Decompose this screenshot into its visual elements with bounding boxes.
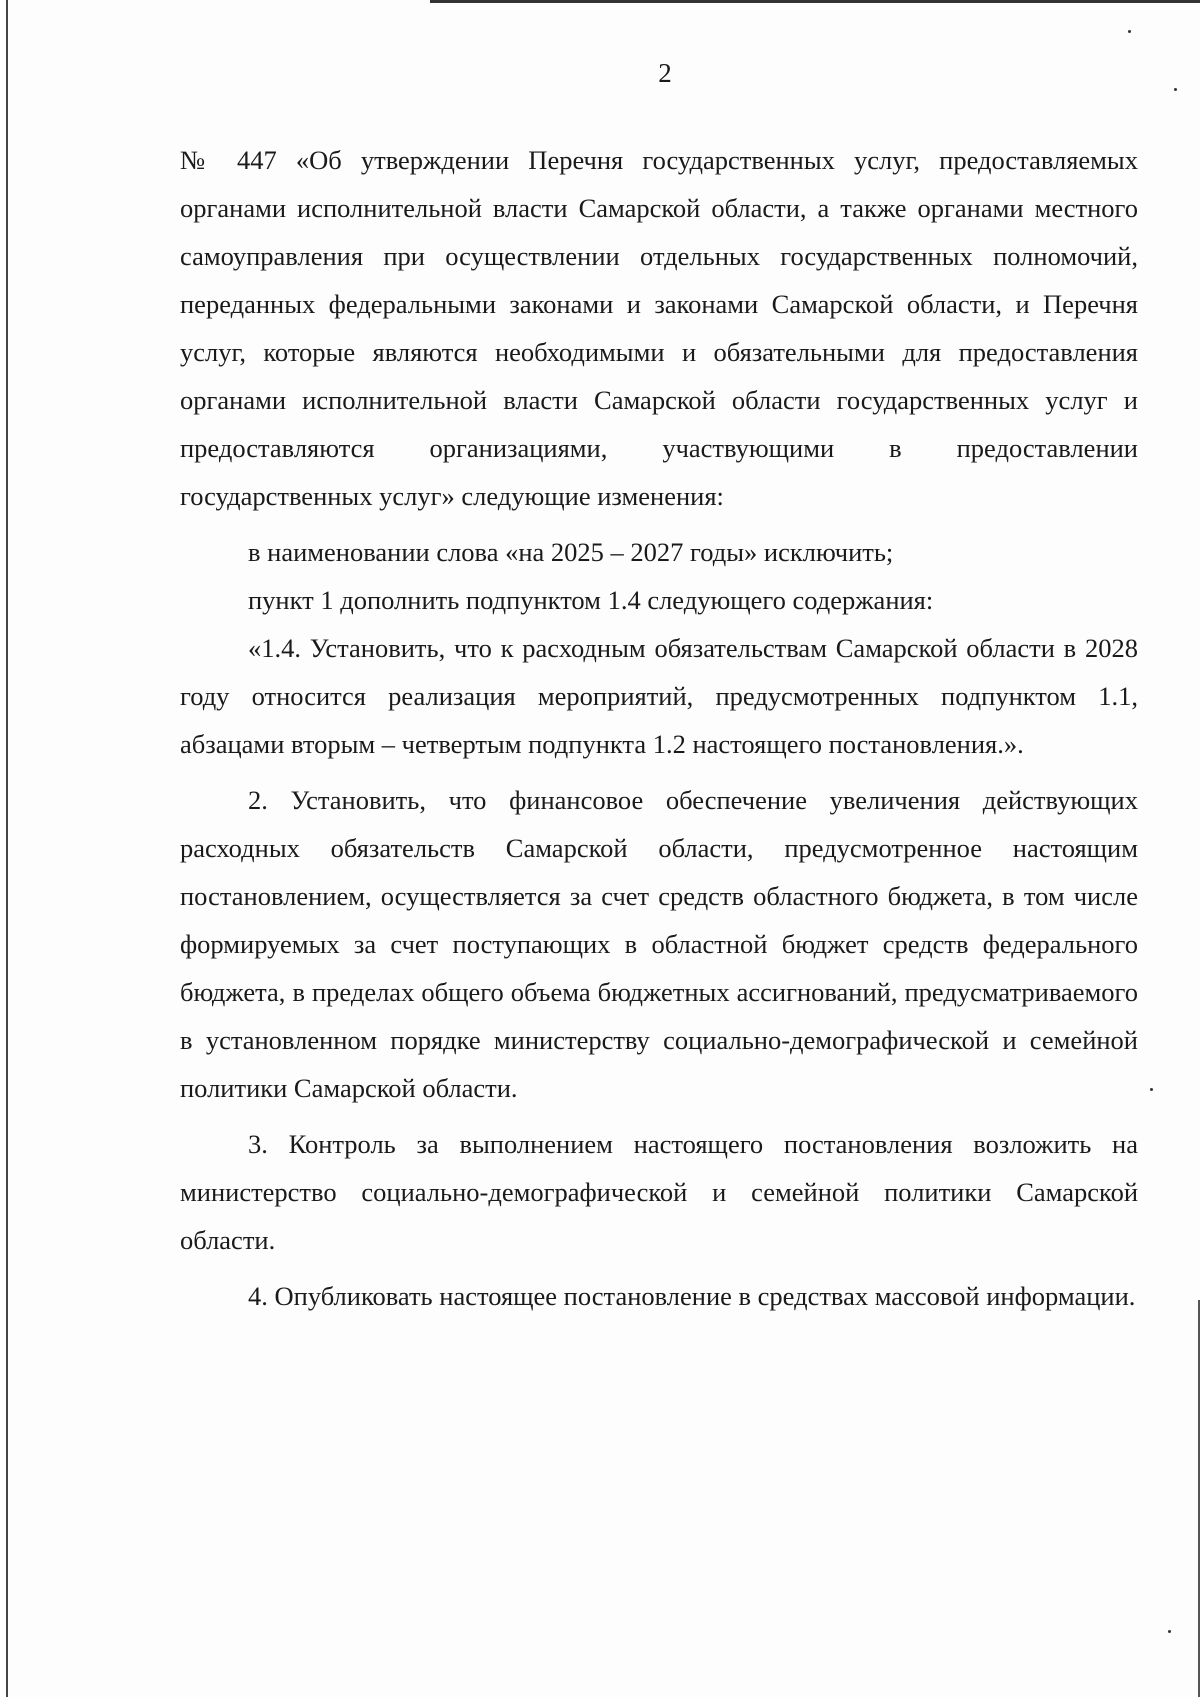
paragraph-subpoint-addition: пункт 1 дополнить подпунктом 1.4 следующего содержания:: [248, 585, 934, 615]
page-number: 2: [658, 58, 672, 88]
scan-speck: [1128, 30, 1131, 33]
paragraph-subpoint-1-4: «1.4. Установить, что к расходным обязательствам Самарской области в 2028 году относится реализация мероприятий, предусмотренных подпунктом 1.1, абзацами вторым – четвертым подпункта 1.2 настоящего постановления.».: [180, 633, 1138, 759]
paragraph-item-2-financing: 2. Установить, что финансовое обеспечение увеличения действующих расходных обязательств Самарской области, предусмотренное настоящим постановлением, осуществляется за счет средств областного бюджета, в том числе формируемых за счет поступающих в областной бюджет средств федерального бюджета, в пределах общего объема бюджетных ассигнований, предусматриваемого в установленном порядке министерству социально-демографической и семейной политики Самарской области.: [180, 785, 1138, 1103]
scan-border-top: [430, 0, 1200, 3]
paragraph-amendment-intro: № 447 «Об утверждении Перечня государственных услуг, предоставляемых органами исполнительной власти Самарской области, а также органами местного самоуправления при осуществлении отдельных государственных полномочий, переданных федеральными законами и законами Самарской области, и Перечня услуг, которые являются необходимыми и обязательными для предоставления органами исполнительной власти Самарской области государственных услуг и предоставляются организациями, участвующими в предоставлении государственных услуг» следующие изменения:: [180, 145, 1138, 511]
scan-speck: [1168, 1630, 1171, 1633]
scan-border-left: [6, 0, 8, 1697]
document-body: [180, 136, 1138, 1320]
paragraph-title-change: в наименовании слова «на 2025 – 2027 годы» исключить;: [248, 537, 894, 567]
paragraph-item-4-publication: 4. Опубликовать настоящее постановление в средствах массовой информации.: [248, 1281, 1136, 1311]
scan-speck: [1150, 1088, 1153, 1091]
paragraph-item-3-control: 3. Контроль за выполнением настоящего постановления возложить на министерство социально-демографической и семейной политики Самарской области.: [180, 1129, 1138, 1255]
